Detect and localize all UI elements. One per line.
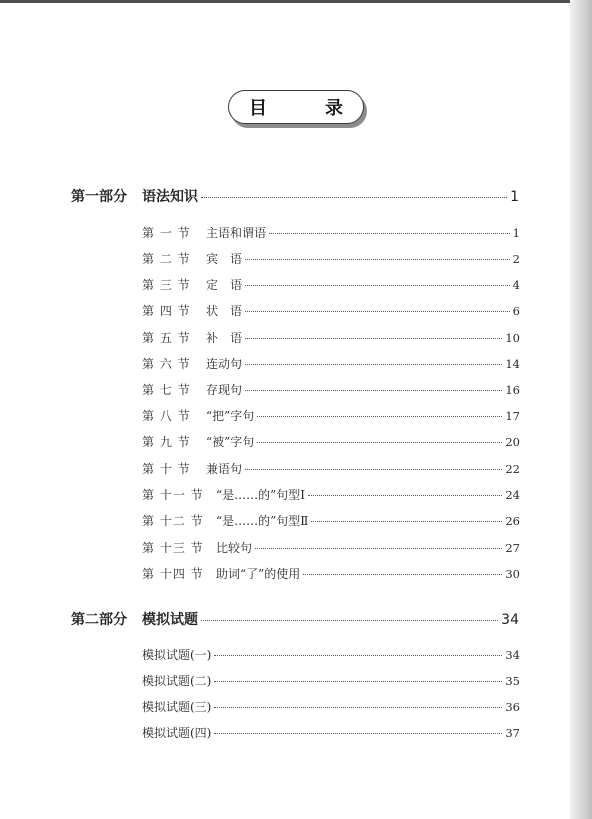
toc-entry[interactable] [142, 329, 520, 346]
section-title: 模拟试题(二) [142, 674, 212, 688]
toc-entry[interactable] [142, 539, 520, 556]
leader-dots [255, 548, 502, 549]
toc-entry[interactable] [142, 724, 520, 741]
section-number: 第 二 节 [142, 252, 191, 266]
section-number: 第 三 节 [142, 278, 191, 292]
section-title: 比较句 [216, 541, 253, 555]
section-title: 模拟试题(一) [142, 648, 212, 662]
toc-entry[interactable] [142, 224, 520, 241]
section-number: 第 八 节 [142, 409, 191, 423]
leader-dots [257, 442, 502, 443]
section-title: 模拟试题(三) [142, 700, 212, 714]
toc-entry[interactable] [142, 407, 520, 424]
page-number: 14 [505, 357, 520, 371]
page-number: 26 [505, 514, 520, 528]
leader-dots [214, 707, 502, 708]
leader-dots [214, 655, 502, 656]
toc-entry[interactable] [142, 250, 520, 267]
toc-entry[interactable] [142, 486, 520, 503]
page-number: 1 [512, 226, 520, 240]
section-title: “被”字句 [206, 435, 255, 449]
toc-entry[interactable] [142, 355, 520, 372]
page-number: 27 [505, 541, 520, 555]
leader-dots [201, 197, 507, 198]
toc-entry[interactable] [142, 381, 520, 398]
toc-entry[interactable] [142, 460, 520, 477]
section-number: 第 十一 节 [142, 488, 204, 502]
section-title: “是……的”句型Ⅰ [216, 488, 306, 502]
leader-dots [245, 469, 502, 470]
toc-entry[interactable] [142, 512, 520, 529]
leader-dots [245, 311, 510, 312]
page-number: 10 [505, 331, 520, 345]
leader-dots [245, 285, 510, 286]
leader-dots [245, 259, 510, 260]
section-number: 第 六 节 [142, 357, 191, 371]
leader-dots [303, 574, 502, 575]
section-title: “是……的”句型Ⅱ [216, 514, 309, 528]
section-title: 兼语句 [206, 462, 243, 476]
section-title: “把”字句 [206, 409, 255, 423]
part-title: 模拟试题 [142, 612, 198, 628]
page-number: 16 [505, 383, 520, 397]
toc-entry[interactable] [142, 433, 520, 450]
page-number: 35 [505, 674, 520, 688]
page-number: 4 [512, 278, 520, 292]
toc-title-badge [228, 90, 364, 124]
section-number: 第 十二 节 [142, 514, 204, 528]
section-number: 第 十四 节 [142, 567, 204, 581]
section-title: 定 语 [206, 278, 243, 292]
page-number: 34 [501, 612, 519, 628]
section-title: 宾 语 [206, 252, 243, 266]
leader-dots [245, 364, 502, 365]
section-title: 主语和谓语 [206, 226, 267, 240]
part-title: 语法知识 [142, 189, 198, 205]
leader-dots [269, 233, 510, 234]
top-border [0, 0, 592, 3]
toc-entry[interactable] [142, 672, 520, 689]
leader-dots [311, 521, 502, 522]
leader-dots [214, 733, 502, 734]
leader-dots [214, 681, 502, 682]
section-number: 第 四 节 [142, 304, 191, 318]
page-number: 37 [505, 726, 520, 740]
page-number: 36 [505, 700, 520, 714]
toc-entry[interactable] [142, 565, 520, 582]
section-title: 助词“了”的使用 [216, 567, 301, 581]
toc-title: 目 录 [249, 98, 363, 119]
page-number: 17 [505, 409, 520, 423]
page-number: 34 [505, 648, 520, 662]
page-number: 24 [505, 488, 520, 502]
page-number: 30 [505, 567, 520, 581]
section-number: 第 九 节 [142, 435, 191, 449]
page-number: 20 [505, 435, 520, 449]
toc-entry[interactable] [142, 646, 520, 663]
page-number: 1 [510, 189, 519, 205]
leader-dots [201, 620, 498, 621]
toc-entry[interactable] [142, 698, 520, 715]
toc-part-2[interactable] [71, 609, 519, 629]
page-number: 22 [505, 462, 520, 476]
section-number: 第 五 节 [142, 331, 191, 345]
toc-entry[interactable] [142, 302, 520, 319]
part-number: 第二部分 [71, 612, 127, 628]
leader-dots [308, 495, 502, 496]
page-number: 2 [512, 252, 520, 266]
section-number: 第 一 节 [142, 226, 191, 240]
page-number: 6 [512, 304, 520, 318]
leader-dots [257, 416, 502, 417]
toc-entry[interactable] [142, 276, 520, 293]
page-edge-shadow [570, 0, 592, 819]
section-title: 状 语 [206, 304, 243, 318]
leader-dots [245, 338, 502, 339]
leader-dots [245, 390, 502, 391]
section-number: 第 十三 节 [142, 541, 204, 555]
section-title: 补 语 [206, 331, 243, 345]
section-number: 第 七 节 [142, 383, 191, 397]
section-number: 第 十 节 [142, 462, 191, 476]
section-title: 连动句 [206, 357, 243, 371]
section-title: 模拟试题(四) [142, 726, 212, 740]
part-number: 第一部分 [71, 189, 127, 205]
toc-part-1[interactable] [71, 186, 519, 206]
section-title: 存现句 [206, 383, 243, 397]
